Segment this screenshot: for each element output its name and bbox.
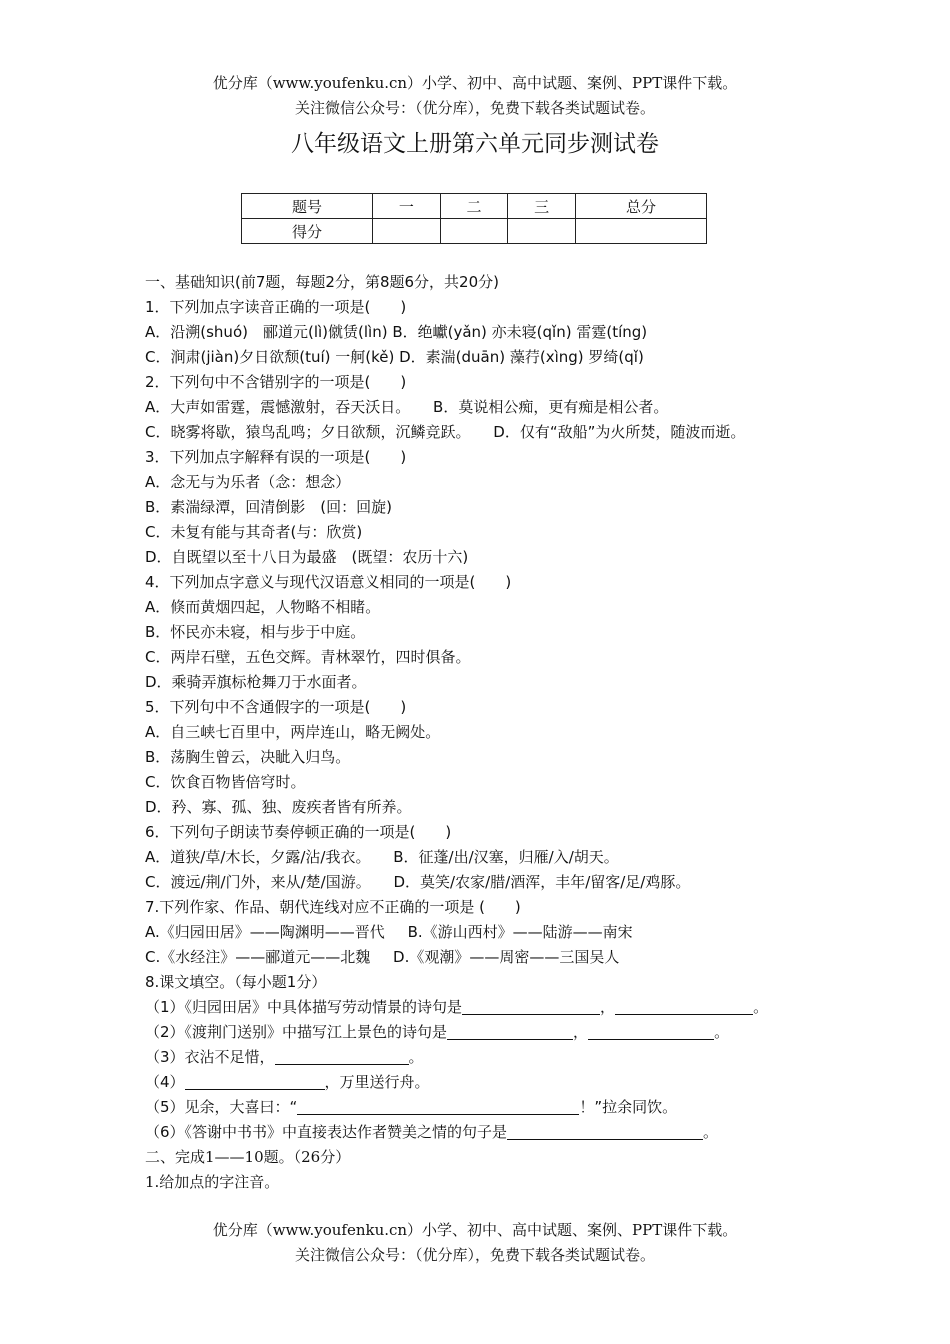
question-8-item-6 [145, 1120, 835, 1145]
period: 。 [408, 1048, 424, 1066]
period: 。 [753, 998, 769, 1016]
question-8-item-3 [145, 1045, 835, 1070]
fill-prompt: （4） [145, 1073, 185, 1091]
question-3: 3．下列加点字解释有误的一项是( ) [145, 448, 407, 466]
header-line-2: 关注微信公众号：（优分库），免费下载各类试题试卷。 [294, 99, 655, 117]
fill-blank[interactable] [185, 1073, 325, 1090]
option-b: B．莫说相公痴，更有痴是相公者。 [433, 398, 669, 416]
score-cell: 一 [373, 194, 441, 219]
option-b: B．荡胸生曾云，决眦入归鸟。 [145, 748, 351, 766]
option-c: C．涧肃(jiàn)夕日欲颓(tuí) 一舸(kě) [145, 348, 395, 366]
option-b: B．怀民亦未寝，相与步于中庭。 [145, 623, 366, 641]
exam-body [145, 270, 835, 1195]
header-line-1: 优分库（www.youfenku.cn）小学、初中、高中试题、案例、PPT课件下载。 [212, 74, 738, 92]
option-c: C．两岸石壁，五色交辉。青林翠竹，四时俱备。 [145, 648, 471, 666]
question-4: 4．下列加点字意义与现代汉语意义相同的一项是( ) [145, 573, 512, 591]
fill-blank[interactable] [588, 1023, 714, 1040]
score-input-cell[interactable] [508, 219, 576, 244]
option-a: A．沿溯(shuó) 郦道元(lì)僦赁(lìn) [145, 323, 388, 341]
footer-line-2: 关注微信公众号：（优分库），免费下载各类试题试卷。 [294, 1246, 655, 1264]
option-d: D．素湍(duān) 藻荇(xìng) 罗绮(qǐ) [399, 348, 644, 366]
page-title: 八年级语文上册第六单元同步测试卷 [291, 131, 659, 157]
option-d: D.《观潮》——周密——三国吴人 [393, 948, 620, 966]
option-c: C．饮食百物皆倍穹时。 [145, 773, 306, 791]
question-6-options-cd [145, 870, 835, 895]
fill-prompt: （5）见余，大喜曰：“ [145, 1098, 298, 1116]
section-2-heading: 二、完成1——10题。（26分） [145, 1148, 351, 1166]
option-d: D．莫笑/农家/腊/酒浑，丰年/留客/足/鸡豚。 [393, 873, 691, 891]
question-6: 6．下列句子朗读节奏停顿正确的一项是( ) [145, 823, 452, 841]
section-2-question-1: 1.给加点的字注音。 [145, 1173, 280, 1191]
option-c: C．未复有能与其奇者(与：欣赏) [145, 523, 363, 541]
question-8-item-5 [145, 1095, 835, 1120]
fill-blank[interactable] [462, 998, 600, 1015]
fill-blank[interactable] [615, 998, 753, 1015]
section-1-heading: 一、基础知识(前7题，每题2分，第8题6分，共20分) [145, 273, 499, 291]
question-6-options-ab [145, 845, 835, 870]
score-cell: 二 [440, 194, 508, 219]
option-a: A．自三峡七百里中，两岸连山，略无阙处。 [145, 723, 441, 741]
fill-suffix: ！”拉余同饮。 [579, 1098, 678, 1116]
question-2: 2．下列句中不含错别字的一项是( ) [145, 373, 407, 391]
question-7-options-cd [145, 945, 835, 970]
question-5: 5．下列句中不含通假字的一项是( ) [145, 698, 407, 716]
question-8: 8.课文填空。（每小题1分） [145, 973, 327, 991]
question-2-options-cd [145, 420, 835, 445]
option-b: B．绝巘(yǎn) 亦未寝(qǐn) 雷霆(tíng) [392, 323, 648, 341]
score-input-cell[interactable] [373, 219, 441, 244]
score-table-header-row [242, 194, 707, 219]
option-a: A.《归园田居》——陶渊明——晋代 [145, 923, 385, 941]
footer-line-1: 优分库（www.youfenku.cn）小学、初中、高中试题、案例、PPT课件下载。 [212, 1221, 738, 1239]
comma: ， [600, 998, 616, 1016]
option-c: C．晓雾将歇，猿鸟乱鸣；夕日欲颓，沉鳞竞跃。 [145, 423, 471, 441]
score-table-score-row [242, 219, 707, 244]
fill-blank[interactable] [275, 1048, 409, 1065]
score-input-cell[interactable] [440, 219, 508, 244]
question-7: 7.下列作家、作品、朝代连线对应不正确的一项是 ( ) [145, 898, 521, 916]
question-8-item-4 [145, 1070, 835, 1095]
score-table [241, 193, 707, 244]
question-8-item-2 [145, 1020, 835, 1045]
option-d: D．自既望以至十八日为最盛 (既望：农历十六) [145, 548, 469, 566]
option-a: A．念无与为乐者（念：想念） [145, 473, 351, 491]
option-d: D．矜、寡、孤、独、废疾者皆有所养。 [145, 798, 412, 816]
option-b: B.《游山西村》——陆游——南宋 [407, 923, 633, 941]
option-a: A．大声如雷霆，震憾激射，吞天沃日。 [145, 398, 411, 416]
score-input-cell[interactable] [575, 219, 706, 244]
option-a: A．倏而黄烟四起，人物略不相睹。 [145, 598, 381, 616]
question-8-item-1 [145, 995, 835, 1020]
score-cell: 得分 [242, 219, 373, 244]
score-cell: 题号 [242, 194, 373, 219]
question-1: 1．下列加点字读音正确的一项是( ) [145, 298, 407, 316]
option-b: B．征蓬/出/汉塞，归雁/入/胡天。 [393, 848, 619, 866]
question-2-options-ab [145, 395, 835, 420]
score-cell: 三 [508, 194, 576, 219]
period: 。 [714, 1023, 730, 1041]
score-cell: 总分 [575, 194, 706, 219]
period: 。 [703, 1123, 719, 1141]
question-1-options-ab [145, 320, 835, 345]
fill-blank[interactable] [297, 1098, 579, 1115]
fill-prompt: （6）《答谢中书书》中直接表达作者赞美之情的句子是 [145, 1123, 508, 1141]
option-c: C．渡远/荆/门外，来从/楚/国游。 [145, 873, 371, 891]
fill-prompt: （1）《归园田居》中具体描写劳动情景的诗句是 [145, 998, 463, 1016]
option-c: C.《水经注》——郦道元——北魏 [145, 948, 371, 966]
option-d: D．仅有“敌船”为火所焚，随波而逝。 [493, 423, 746, 441]
option-d: D．乘骑弄旗标枪舞刀于水面者。 [145, 673, 367, 691]
fill-prompt: （3）衣沾不足惜， [145, 1048, 275, 1066]
fill-blank[interactable] [507, 1123, 703, 1140]
option-b: B．素湍绿潭，回清倒影 (回：回旋) [145, 498, 392, 516]
question-7-options-ab [145, 920, 835, 945]
option-a: A．道狭/草/木长，夕露/沾/我衣。 [145, 848, 371, 866]
fill-suffix: ，万里送行舟。 [324, 1073, 430, 1091]
question-1-options-cd [145, 345, 835, 370]
comma: ， [573, 1023, 589, 1041]
fill-prompt: （2）《渡荆门送别》中描写江上景色的诗句是 [145, 1023, 448, 1041]
fill-blank[interactable] [447, 1023, 573, 1040]
